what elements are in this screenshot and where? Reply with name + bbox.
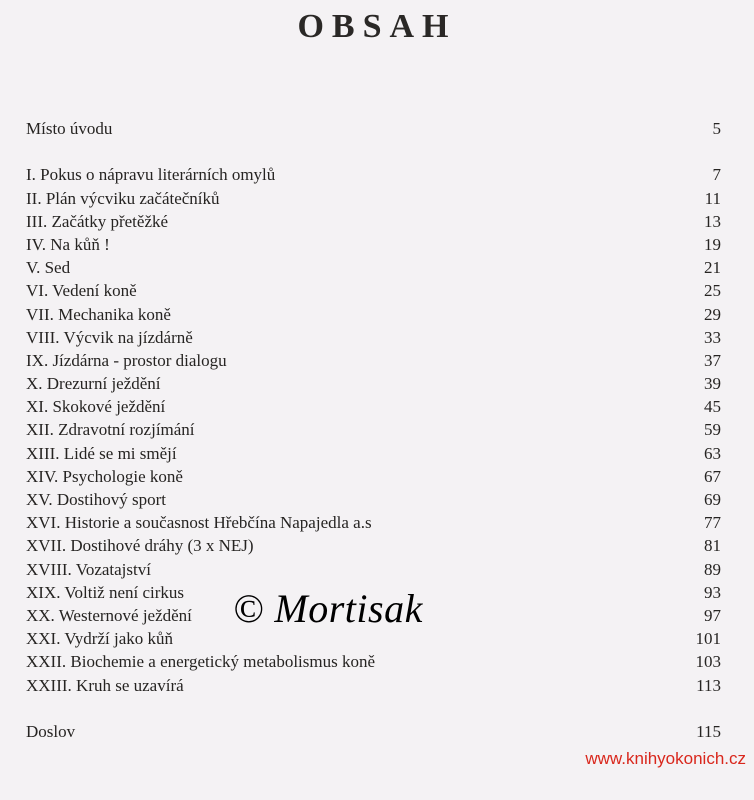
- toc-entry-page: 5: [712, 119, 721, 138]
- toc-gap: [26, 140, 721, 163]
- toc-entry-page: 59: [704, 420, 721, 440]
- toc-entry-page: 63: [704, 443, 721, 463]
- toc-entry-label: II. Plán výcviku začátečníků: [26, 188, 220, 208]
- toc-entry-page: 37: [704, 350, 721, 370]
- toc-entry-label: IV. Na kůň !: [26, 234, 110, 254]
- toc-row: [26, 558, 721, 581]
- toc-entry-label: Doslov: [26, 721, 76, 741]
- toc-entry-label: I. Pokus o nápravu literárních omylů: [26, 165, 276, 185]
- toc-entry-label: XV. Dostihový sport: [26, 490, 166, 509]
- toc-entry-page: 39: [704, 374, 721, 394]
- toc-entry-page: 29: [704, 304, 721, 324]
- toc-entry-label: V. Sed: [26, 258, 71, 278]
- toc-row: [26, 442, 721, 465]
- toc-entry-label: X. Drezurní ježdění: [26, 374, 161, 394]
- toc-entry-label: VI. Vedení koně: [26, 281, 137, 301]
- toc-entry-page: 21: [704, 258, 721, 278]
- toc-row: [26, 233, 721, 256]
- toc-entry-label: XII. Zdravotní rozjímání: [26, 420, 195, 440]
- toc-entry-label: XIII. Lidé se mi smějí: [26, 443, 177, 463]
- toc-gap: [26, 697, 721, 720]
- toc-entry-page: 89: [704, 559, 721, 579]
- toc-row: [26, 256, 721, 279]
- toc-entry-label: Místo úvodu: [26, 119, 113, 138]
- toc-entry-label: XXII. Biochemie a energetický metabolismus koně: [26, 652, 376, 672]
- toc-row: [26, 326, 721, 349]
- toc-row: [26, 187, 721, 210]
- toc-entry-page: 103: [695, 652, 721, 672]
- toc-row: [26, 303, 721, 326]
- toc-entry-page: 77: [704, 513, 721, 533]
- toc-entry-label: III. Začátky přetěžké: [26, 211, 169, 231]
- toc-entry-page: 25: [704, 281, 721, 301]
- toc-entry-page: 45: [704, 397, 721, 417]
- toc-row: [26, 465, 721, 488]
- toc-entry-page: 67: [704, 466, 721, 486]
- toc-entry-page: 13: [704, 211, 721, 231]
- toc-row: [26, 674, 721, 697]
- toc-row: [26, 210, 721, 233]
- toc-row: [26, 372, 721, 395]
- toc-row-intro: [26, 117, 721, 140]
- toc-entry-label: XXI. Vydrží jako kůň: [26, 629, 173, 649]
- toc-entry-label: XX. Westernové ježdění: [26, 605, 192, 625]
- toc-row: [26, 349, 721, 372]
- toc-entry-page: 19: [704, 234, 721, 254]
- toc-entry-page: 33: [704, 327, 721, 347]
- toc-row: [26, 395, 721, 418]
- toc-entry-page: 69: [704, 490, 721, 509]
- toc-row-outro: [26, 720, 721, 743]
- toc-row: [26, 488, 721, 511]
- toc-entry-page: 7: [712, 165, 721, 185]
- table-of-contents: [26, 117, 721, 743]
- toc-entry-page: 115: [696, 721, 721, 741]
- toc-entry-page: 93: [704, 582, 721, 602]
- toc-entry-label: XVI. Historie a současnost Hřebčína Napajedla a.s: [26, 513, 372, 533]
- toc-entry-page: 11: [704, 188, 721, 208]
- toc-entry-label: XIX. Voltiž není cirkus: [26, 582, 185, 602]
- website-watermark: www.knihyokonich.cz: [585, 749, 746, 768]
- toc-row: [26, 418, 721, 441]
- toc-row: [26, 650, 721, 673]
- toc-entry-label: XVII. Dostihové dráhy (3 x NEJ): [26, 536, 254, 556]
- copyright-watermark: © Mortisak: [233, 586, 423, 631]
- toc-entry-label: XVIII. Vozatajství: [26, 559, 151, 579]
- toc-entry-label: VII. Mechanika koně: [26, 304, 171, 324]
- toc-entry-label: XI. Skokové ježdění: [26, 397, 166, 417]
- toc-entry-page: 81: [704, 536, 721, 556]
- toc-row: [26, 534, 721, 557]
- toc-entry-page: 97: [704, 605, 721, 625]
- toc-row: [26, 163, 721, 186]
- toc-row: [26, 511, 721, 534]
- page-title: OBSAH: [297, 8, 457, 45]
- toc-entry-label: XIV. Psychologie koně: [26, 466, 183, 486]
- toc-entry-page: 101: [695, 629, 721, 649]
- toc-entry-label: VIII. Výcvik na jízdárně: [26, 327, 193, 347]
- toc-entry-label: IX. Jízdárna - prostor dialogu: [26, 350, 227, 370]
- toc-entry-label: XXIII. Kruh se uzavírá: [26, 675, 184, 695]
- toc-row: [26, 279, 721, 302]
- toc-entry-page: 113: [696, 675, 721, 695]
